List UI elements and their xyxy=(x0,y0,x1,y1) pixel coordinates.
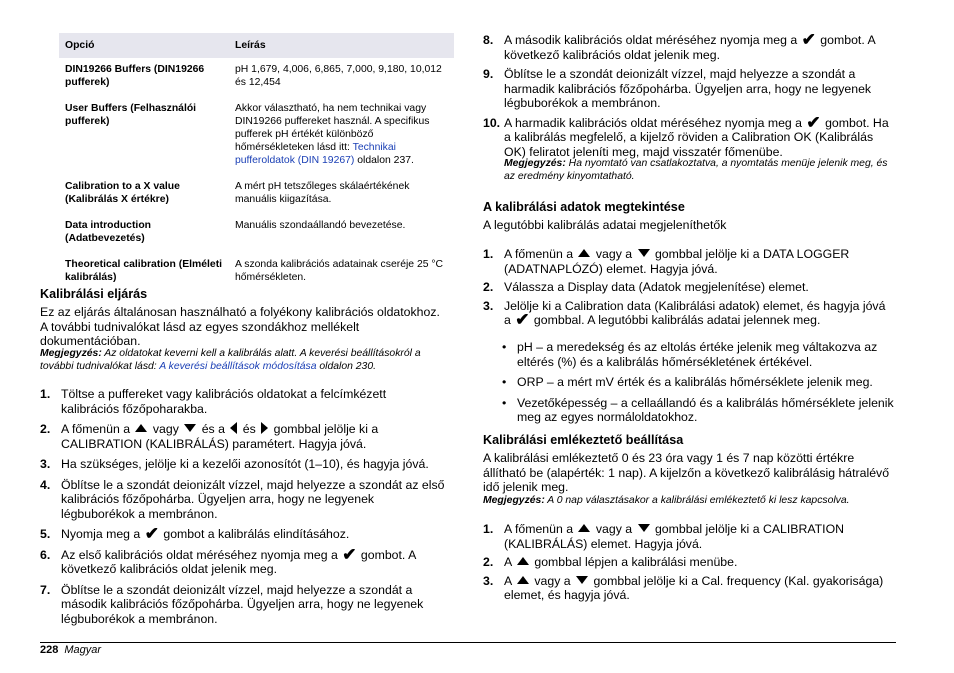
list-item xyxy=(40,544,445,577)
list-item xyxy=(483,280,893,295)
step-text: Nyomja meg a xyxy=(61,527,144,541)
page-number: 228 xyxy=(40,644,59,656)
step-text: A főmenün a xyxy=(504,522,577,536)
step-text: A xyxy=(504,555,515,569)
list-item: • pH – a meredekség és az eltolás értéke jelenik meg váltakozva az eltérés (%) és a kalibrálás hőmérsékletének értékével. xyxy=(502,340,894,369)
calibration-steps-list xyxy=(40,387,445,626)
option-cell: Data introduction (Adatbevezetés) xyxy=(65,220,152,244)
step-text: Öblítse le a szondát deionizált vízzel, majd helyezze a szondát a második kalibrációs főzőpohárba. Ügyeljen arra, hogy ne legyenek légbuborékok a membránon. xyxy=(61,582,424,626)
step-number: 3. xyxy=(40,457,51,471)
description-text-after: oldalon 237. xyxy=(354,155,414,166)
list-item xyxy=(483,574,893,603)
calibration-data-bullets xyxy=(502,340,894,431)
list-item xyxy=(40,387,445,416)
step-number: 10. xyxy=(483,115,501,130)
intro-paragraph: Ez az eljárás általánosan használható a folyékony kalibrációs oldatokhoz. A további tudnivalókat lásd az egyes szondákhoz mellékelt dokumentációban. xyxy=(40,305,440,348)
step-number: 3. xyxy=(483,298,494,313)
step-text: vagy xyxy=(149,422,183,436)
step-text: vagy a xyxy=(592,522,636,536)
table-row xyxy=(59,175,454,214)
page-footer xyxy=(40,644,101,656)
checkmark-icon: ✔ xyxy=(806,112,821,132)
note-text-after: oldalon 230. xyxy=(316,360,376,372)
step-text: A xyxy=(504,573,515,588)
step-number: 7. xyxy=(40,582,51,597)
step-text: gombot. A következő kalibrációs oldat jelenik meg. xyxy=(504,33,876,62)
down-arrow-icon xyxy=(638,249,650,257)
description-cell: A mért pH tetszőleges skálaértékének manuális kiigazítása. xyxy=(235,181,410,205)
step-text: Töltse a puffereket vagy kalibrációs oldatokat a felcímkézett kalibrációs főzőpoharakba. xyxy=(61,387,387,416)
description-cell: Manuális szondaállandó bevezetése. xyxy=(235,220,406,231)
table-row xyxy=(59,58,454,97)
footer-divider xyxy=(40,642,896,643)
calibration-steps-continued xyxy=(483,30,893,159)
reminder-intro: A kalibrálási emlékeztető 0 és 23 óra vagy 1 és 7 nap közötti értékre állítható be (alapérték: 1 nap). A kijelzőn a következő kalibrálásig hátralévő idő jelenik meg. xyxy=(483,451,890,494)
header-option: Opció xyxy=(59,33,229,58)
stirring-settings-link[interactable]: A keverési beállítások módosítása xyxy=(159,360,317,372)
down-arrow-icon xyxy=(576,576,588,584)
up-arrow-icon xyxy=(517,576,529,584)
step-text: A főmenün a xyxy=(61,422,134,436)
description-cell: pH 1,679, 4,006, 6,865, 7,000, 9,180, 10,012 és 12,454 xyxy=(235,64,442,88)
option-cell: DIN19266 Buffers (DIN19266 pufferek) xyxy=(65,64,205,88)
step-number: 1. xyxy=(483,247,494,261)
view-data-steps xyxy=(483,247,893,328)
step-text: gombbal. A legutóbbi kalibrálás adatai jelennek meg. xyxy=(530,313,821,327)
list-item xyxy=(40,457,445,472)
step-text: vagy a xyxy=(530,573,575,588)
step-text: Ha szükséges, jelölje ki a kezelői azonosítót (1–10), és hagyja jóvá. xyxy=(61,457,429,471)
down-arrow-icon xyxy=(638,524,650,532)
step-text: Válassza a Display data (Adatok megjelenítése) elemet. xyxy=(504,280,809,294)
table-header-row xyxy=(59,33,454,58)
step-text: Az első kalibrációs oldat méréséhez nyomja meg a xyxy=(61,547,342,562)
note-label: Megjegyzés: xyxy=(483,495,545,506)
step-text: vagy a xyxy=(592,247,636,261)
list-item xyxy=(483,67,893,111)
step-text: Öblítse le a szondát deionizált vízzel, majd helyezze a szondát az első kalibrációs főzőpohárba. Ügyeljen arra, hogy ne legyenek légbuborékok a membránon. xyxy=(61,477,445,521)
step-text: gombbal jelölje ki a CALIBRATION (KALIBRÁLÁS) paramétert. Hagyja jóvá. xyxy=(61,422,379,451)
section-heading-calibration-procedure: Kalibrálási eljárás xyxy=(40,287,148,301)
note-reminder-off xyxy=(483,495,895,508)
header-description: Leírás xyxy=(229,33,454,58)
list-item xyxy=(40,422,445,451)
section-heading-view-calibration-data: A kalibrálási adatok megtekintése xyxy=(483,200,685,214)
step-number: 9. xyxy=(483,67,494,81)
list-item xyxy=(40,478,445,522)
step-number: 6. xyxy=(40,547,51,562)
list-item xyxy=(40,524,445,543)
step-number: 3. xyxy=(483,573,494,588)
technical-buffers-link[interactable]: Technikai pufferoldatok (DIN 19267) xyxy=(235,142,396,166)
down-arrow-icon xyxy=(184,424,196,432)
step-text: Jelölje ki a Calibration data (Kalibrálási adatok) elemet, és hagyja jóvá a xyxy=(504,298,886,327)
footer-language: Magyar xyxy=(64,644,102,656)
step-text: A második kalibrációs oldat méréséhez nyomja meg a xyxy=(504,33,801,47)
up-arrow-icon xyxy=(135,424,147,432)
note-stirring xyxy=(40,348,455,373)
options-table xyxy=(59,33,454,292)
view-data-intro: A legutóbbi kalibrálás adatai megjeleníthetők xyxy=(483,218,727,232)
checkmark-icon: ✔ xyxy=(144,524,159,543)
step-text: A harmadik kalibrációs oldat méréséhez nyomja meg a xyxy=(504,115,806,130)
description-cell: A szonda kalibrációs adatainak cseréje 25 °C hőmérsékleten. xyxy=(235,259,444,283)
table-row xyxy=(59,214,454,253)
step-text: A főmenün a xyxy=(504,247,577,261)
description-text: Akkor választható, ha nem technikai vagy DIN19266 puffereket használ. A specifikus pufferek pH értékét különböző hőmérsékleteken lásd itt: xyxy=(235,103,430,153)
step-number: 1. xyxy=(40,387,51,401)
step-number: 2. xyxy=(483,280,494,294)
option-cell: User Buffers (Felhasználói pufferek) xyxy=(65,103,197,127)
step-text: gombbal lépjen a kalibrálási menübe. xyxy=(530,555,738,569)
reminder-steps xyxy=(483,522,893,603)
description-cell xyxy=(229,97,454,175)
left-arrow-icon xyxy=(230,422,237,434)
note-printer xyxy=(504,158,894,183)
step-text: gombot. A következő kalibrációs oldat jelenik meg. xyxy=(61,547,416,576)
table-row xyxy=(59,97,454,175)
right-arrow-icon xyxy=(261,422,268,434)
step-text: gombot. Ha a kalibrálás megfelelő, a kijelző röviden a Calibration OK (Kalibrálás OK) feliratot jeleníti meg, majd visszatér főmenübe. xyxy=(504,115,889,159)
step-text: és a xyxy=(198,422,229,436)
step-number: 2. xyxy=(483,555,494,569)
note-label: Megjegyzés: xyxy=(504,158,566,169)
step-number: 5. xyxy=(40,527,51,541)
list-item xyxy=(483,30,893,62)
option-cell: Theoretical calibration (Elméleti kalibrálás) xyxy=(65,259,223,283)
list-item xyxy=(483,555,893,570)
note-text: A 0 nap választásakor a kalibrálási emlékeztető ki lesz kapcsolva. xyxy=(544,495,850,506)
step-text: gombbal jelölje ki a Cal. frequency (Kal. gyakorisága) elemet, és hagyja jóvá. xyxy=(504,573,884,602)
list-item: • Vezetőképesség – a cellaállandó és a kalibrálás hőmérséklete jelenik meg az egyes normáloldatokhoz. xyxy=(502,396,894,425)
step-number: 1. xyxy=(483,522,494,536)
list-item xyxy=(483,299,893,328)
note-label: Megjegyzés: xyxy=(40,348,102,359)
list-item: • ORP – a mért mV érték és a kalibrálás hőmérséklete jelenik meg. xyxy=(502,375,894,390)
checkmark-icon: ✔ xyxy=(515,310,530,329)
step-number: 4. xyxy=(40,477,51,492)
note-text: Az oldatokat keverni kell a kalibrálás alatt. A keverési beállításokról a további tudnivalókat lásd: xyxy=(40,348,421,372)
step-text: Öblítse le a szondát deionizált vízzel, majd helyezze a szondát a harmadik kalibrációs főzőpohárba. Ügyeljen arra, hogy ne legyenek légbuborékok a membránon. xyxy=(504,67,872,110)
step-text: és xyxy=(239,422,260,436)
step-number: 8. xyxy=(483,33,494,47)
list-item xyxy=(483,522,893,551)
option-cell: Calibration to a X value (Kalibrálás X értékre) xyxy=(65,181,180,205)
note-text: Ha nyomtató van csatlakoztatva, a nyomtatás menüje jelenik meg, és az eredmény kinyomtatható. xyxy=(504,158,888,182)
up-arrow-icon xyxy=(578,524,590,532)
list-item xyxy=(483,112,893,160)
up-arrow-icon xyxy=(517,557,529,565)
up-arrow-icon xyxy=(578,249,590,257)
step-text: gombbal jelölje ki a DATA LOGGER (ADATNAPLÓZÓ) elemet. Hagyja jóvá. xyxy=(504,247,850,276)
step-text: gombbal jelölje ki a CALIBRATION (KALIBRÁLÁS) elemet. Hagyja jóvá. xyxy=(504,522,845,551)
checkmark-icon: ✔ xyxy=(801,30,816,49)
step-text: gombot a kalibrálás elindításához. xyxy=(159,527,350,541)
list-item xyxy=(40,583,445,627)
step-number: 2. xyxy=(40,422,51,436)
section-heading-calibration-reminder: Kalibrálási emlékeztető beállítása xyxy=(483,433,684,447)
checkmark-icon: ✔ xyxy=(342,544,357,564)
list-item xyxy=(483,247,893,276)
